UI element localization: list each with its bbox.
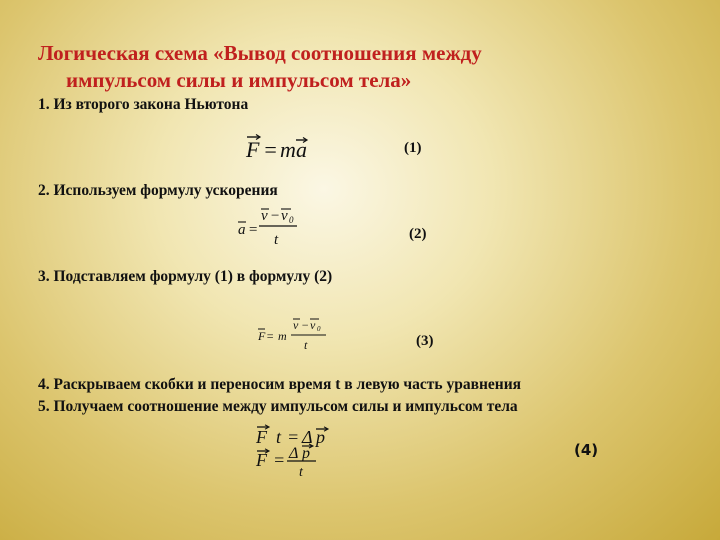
svg-text:p: p bbox=[302, 445, 310, 462]
step-4: 4. Раскрываем скобки и переносим время t в левую часть уравнения bbox=[38, 376, 522, 393]
svg-text:v: v bbox=[293, 318, 299, 332]
formula-force-momentum-rate bbox=[254, 444, 338, 478]
svg-text:a: a bbox=[238, 222, 246, 238]
title-line-2: импульсом силы и импульсом тела» bbox=[66, 68, 412, 92]
svg-text:−: − bbox=[270, 208, 281, 224]
formula-acceleration bbox=[236, 206, 302, 250]
svg-text:Δ: Δ bbox=[289, 445, 299, 462]
svg-text:v: v bbox=[261, 208, 268, 224]
step-1: 1. Из второго закона Ньютона bbox=[38, 96, 249, 113]
formula-substituted bbox=[256, 316, 330, 356]
svg-text:t: t bbox=[276, 427, 282, 447]
equation-number-2: (2) bbox=[409, 226, 427, 242]
svg-text:v: v bbox=[281, 208, 288, 224]
svg-text:0: 0 bbox=[289, 215, 294, 225]
equation-number-1: (1) bbox=[404, 140, 422, 156]
svg-text:=: = bbox=[266, 329, 275, 343]
svg-text:F: F bbox=[246, 137, 260, 162]
svg-text:m: m bbox=[278, 329, 287, 343]
svg-text:F: F bbox=[256, 427, 267, 447]
svg-text:m: m bbox=[280, 137, 296, 162]
step-3: 3. Подставляем формулу (1) в формулу (2) bbox=[38, 268, 333, 285]
slide-title bbox=[38, 40, 678, 94]
svg-text:t: t bbox=[299, 465, 303, 480]
svg-text:p: p bbox=[316, 427, 325, 447]
svg-text:=: = bbox=[287, 427, 300, 447]
svg-text:=: = bbox=[263, 137, 278, 162]
step-2: 2. Используем формулу ускорения bbox=[38, 182, 278, 199]
title-line-1: Логическая схема «Вывод соотношения между bbox=[38, 41, 482, 65]
svg-text:=: = bbox=[248, 222, 259, 238]
svg-text:t: t bbox=[274, 232, 279, 248]
svg-text:=: = bbox=[273, 450, 286, 470]
step-5: 5. Получаем соотношение между импульсом силы и импульсом тела bbox=[38, 398, 518, 415]
equation-number-3: (3) bbox=[416, 333, 434, 349]
svg-text:t: t bbox=[304, 338, 308, 352]
equation-number-4: (4) bbox=[574, 441, 599, 459]
svg-text:v: v bbox=[310, 318, 316, 332]
svg-text:0: 0 bbox=[317, 325, 321, 333]
svg-text:−: − bbox=[301, 318, 310, 332]
svg-text:F: F bbox=[258, 329, 266, 343]
formula-newton-second-law bbox=[244, 132, 314, 162]
svg-text:Δ: Δ bbox=[302, 427, 313, 447]
svg-text:a: a bbox=[296, 137, 307, 162]
svg-text:F: F bbox=[256, 450, 267, 470]
